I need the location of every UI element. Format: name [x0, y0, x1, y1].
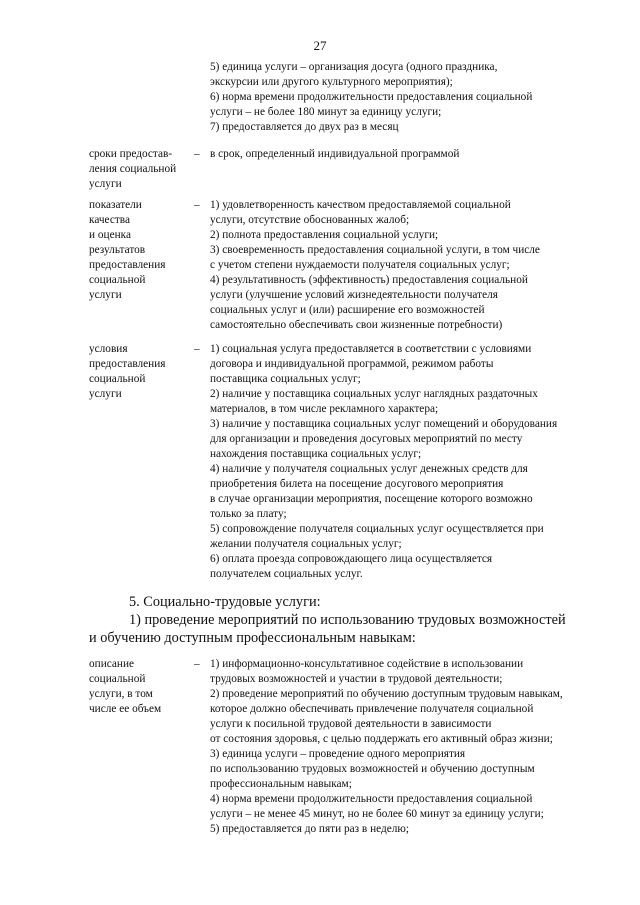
- row-dash: –: [194, 199, 200, 211]
- section-heading: [89, 593, 609, 647]
- continuation-text: [210, 60, 610, 135]
- row-text: 1) информационно-консультативное содействие в использовании трудовых возможностей и участии в трудовой деятельности; 2) проведение мероприятий по обучению доступным трудовым навыкам, которое должно обеспечивать привлечение получателя социальной услуги к посильной трудовой деятельности в зависимости от состояния здоровья, с целью поддержать его активный образ жизни; 3) единица услуги – проведение одного мероприятия по использованию трудовых возможностей и обучению доступным профессиональным навыкам; 4) норма времени продолжительности предоставления социальной услуги – не менее 45 минут, но не более 60 минут за единицу услуги; 5) предоставляется до пяти раз в неделю;: [210, 658, 563, 835]
- row-text: в срок, определенный индивидуальной программой: [210, 148, 460, 160]
- row-label: описание социальной услуги, в том числе ее объем: [89, 658, 162, 715]
- text-line: 7) предоставляется до двух раз в месяц: [210, 121, 399, 133]
- row-dash: –: [194, 658, 200, 670]
- row-dash: –: [194, 148, 200, 160]
- page-number: 27: [313, 38, 327, 53]
- row-text: 1) удовлетворенность качеством предоставляемой социальной услуги, отсутствие обоснованных жалоб; 2) полнота предоставления социальной услуги; 3) своевременность предоставления социальной услуги, в том числе с учетом степени нуждаемости получателя социальных услуг; 4) результативность (эффективность) предоставления социальной услуги (улучшение условий жизнедеятельности получателя социальных услуг и (или) расширение его возможностей самостоятельно обеспечивать свои жизненные потребности): [210, 199, 540, 331]
- row-text: 1) социальная услуга предоставляется в соответствии с условиями договора и индивидуальной программой, режимом работы поставщика социальных услуг; 2) наличие у поставщика социальных услуг наглядных раздаточных материалов, в том числе рекламного характера; 3) наличие у поставщика социальных услуг помещений и оборудования для организации и проведения досуговых мероприятий по месту нахождения поставщика социальных услуг; 4) наличие у получателя социальных услуг денежных средств для приобретения билета на посещение досугового мероприятия в случае организации мероприятия, посещение которого возможно только за плату; 5) сопровождение получателя социальных услуг осуществляется при желании получателя социальных услуг; 6) оплата проезда сопровождающего лица осуществляется получателем социальных услуг.: [210, 343, 558, 580]
- section-subheading: 1) проведение мероприятий по использованию трудовых возможностей: [129, 612, 566, 628]
- row-label: сроки предостав- ления социальной услуги: [89, 148, 177, 190]
- row-label: показатели качества и оценка результатов предоставления социальной услуги: [89, 199, 166, 301]
- section-subheading-cont: и обучению доступным профессиональным навыкам:: [89, 630, 416, 646]
- text-line: услуги – не более 180 минут за единицу услуги;: [210, 106, 442, 118]
- text-line: экскурсии или другого культурного мероприятия);: [210, 76, 453, 88]
- row-label: условия предоставления социальной услуги: [89, 343, 166, 400]
- row-dash: –: [194, 343, 200, 355]
- section-title: 5. Социально-трудовые услуги:: [129, 594, 321, 610]
- text-line: 6) норма времени продолжительности предоставления социальной: [210, 91, 533, 103]
- text-line: 5) единица услуги – организация досуга (одного праздника,: [210, 61, 498, 73]
